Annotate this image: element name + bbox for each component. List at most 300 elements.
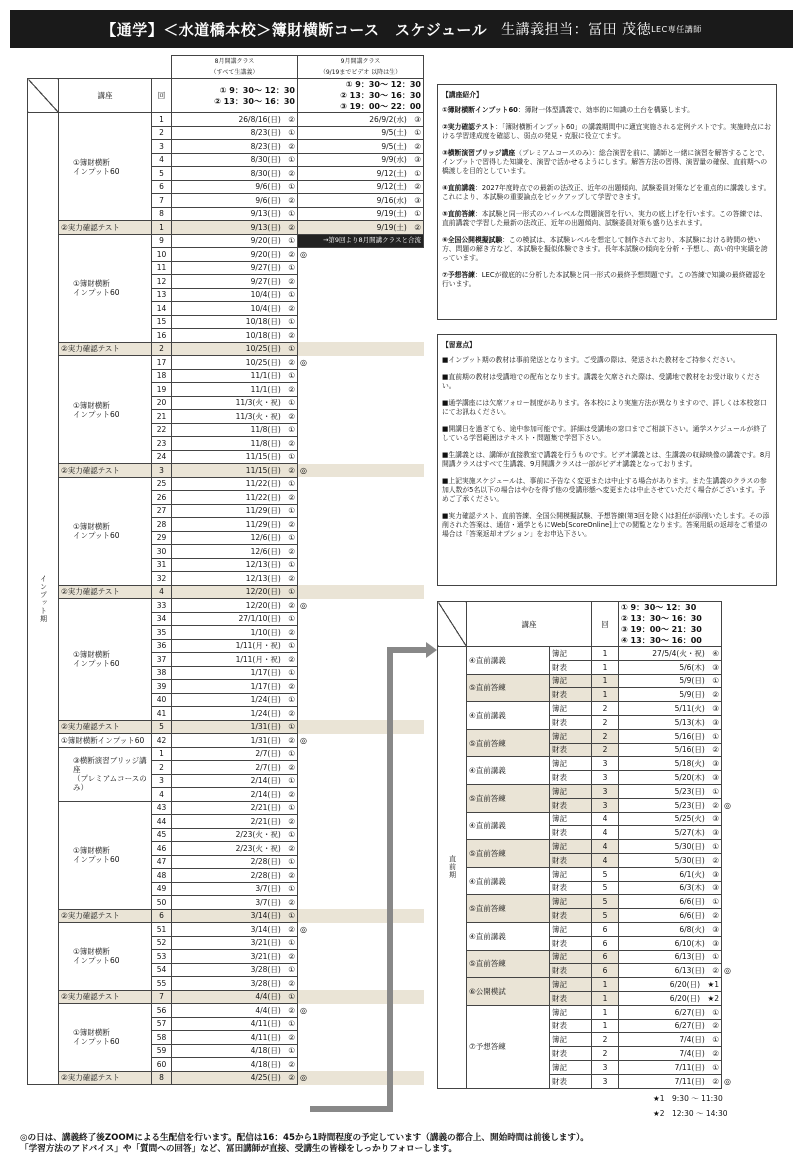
test-row <box>28 221 424 235</box>
subject: 財表 <box>550 936 592 950</box>
stream-mark: ◎ <box>300 357 307 367</box>
stream-mark <box>298 801 424 815</box>
session-number: 33 <box>152 599 172 613</box>
stream-mark <box>298 545 424 559</box>
session-number: 22 <box>152 423 172 437</box>
stream-mark <box>298 963 424 977</box>
final-schedule-row <box>438 674 734 688</box>
stream-mark <box>298 882 424 896</box>
final-date: 5/13(木) ③ <box>619 715 722 729</box>
subject: 財表 <box>550 991 592 1005</box>
arrow-connector-v <box>387 650 393 1112</box>
notes-box <box>437 334 777 586</box>
final-date: 7/4(日) ① <box>619 1033 722 1047</box>
final-course-name: ④直前講義 <box>467 867 550 895</box>
class-a-date: 3/21(日) ① <box>172 936 298 950</box>
class-a-date: 8/30(日) ① <box>172 153 298 167</box>
stream-mark: ◎ <box>300 600 307 610</box>
stream-mark <box>298 410 424 424</box>
class-a-date: 27/1/10(日) ① <box>172 612 298 626</box>
stream-mark: ◎ <box>298 1071 424 1085</box>
final-course-name: ④直前講義 <box>467 757 550 785</box>
stream-mark <box>298 275 424 289</box>
schedule-row <box>28 356 424 370</box>
session-number: 3 <box>152 140 172 154</box>
course-name: ①簿財横断 インプット60 <box>59 356 152 464</box>
stream-mark <box>298 896 424 910</box>
final-date: 5/23(日) ② <box>619 798 722 812</box>
session-number: 4 <box>592 826 619 840</box>
session-number: 36 <box>152 639 172 653</box>
intro-item <box>442 123 772 141</box>
stream-mark: ◎ <box>300 735 307 745</box>
arrow-connector-h1 <box>310 1106 392 1112</box>
class-a-date: 1/11(月・祝) ② <box>172 653 298 667</box>
final-date: 5/9(日) ① <box>619 674 722 688</box>
final-course-name: ④直前講義 <box>467 812 550 840</box>
test-row <box>28 990 424 1004</box>
class-a-header: 8月開講クラス （すべて生講義） <box>172 56 298 79</box>
subject: 簿記 <box>550 812 592 826</box>
final-times: ① 9：30～ 12：30 ② 13：30～ 16：30 ③ 19：00～ 21：30 ④ 13：30～ 16：00 <box>619 602 722 647</box>
class-a-date: 10/4(日) ② <box>172 302 298 316</box>
session-number: 1 <box>592 978 619 992</box>
subject: 財表 <box>550 771 592 785</box>
stream-mark: ◎ <box>298 464 424 478</box>
class-a-date: 9/13(日) ② <box>172 221 298 235</box>
intro-item-head: ⑤直前答練 <box>442 210 475 218</box>
stream-mark <box>722 674 734 688</box>
final-date: 5/23(日) ① <box>619 784 722 798</box>
subject: 簿記 <box>550 978 592 992</box>
final-date: 5/9(日) ② <box>619 688 722 702</box>
class-a-date: 3/28(日) ① <box>172 963 298 977</box>
stream-mark <box>722 1033 734 1047</box>
test-row <box>28 720 424 734</box>
stream-mark <box>722 771 734 785</box>
subject: 簿記 <box>550 1060 592 1074</box>
intro-item-text: ：2027年度時点での最新の法改正、近年の出題傾向、試験委員対策などを重点的に講義します。これにより、本試験の重要論点をピックアップして学習できます。 <box>442 184 771 201</box>
intro-item-head: ⑥全国公開模擬試験 <box>442 236 503 244</box>
stream-mark <box>298 450 424 464</box>
session-number: 58 <box>152 1031 172 1045</box>
final-date: 7/11(日) ② <box>619 1074 722 1088</box>
session-number: 40 <box>152 693 172 707</box>
course-name: ②実力確認テスト <box>59 990 152 1004</box>
note-item: ■開講日を過ぎても、途中参加可能です。詳細は受講地の窓口までご相談下さい。通学スケジュールが終了している学習範囲はテキスト・問題集で学習下さい。 <box>442 425 767 442</box>
page-title: 【通学】＜水道橋本校＞簿財横断コース スケジュール <box>101 20 488 39</box>
class-a-date: 4/4(日) ① <box>172 990 298 1004</box>
final-schedule-row <box>438 757 734 771</box>
class-a-date: 1/31(日) ① <box>172 720 298 734</box>
session-number: 21 <box>152 410 172 424</box>
session-number: 27 <box>152 504 172 518</box>
stream-mark <box>722 647 734 661</box>
subject: 財表 <box>550 853 592 867</box>
test-row <box>28 464 424 478</box>
stream-mark <box>298 558 424 572</box>
session-number: 43 <box>152 801 172 815</box>
stream-mark <box>722 784 734 798</box>
final-date: 6/20(日) ★1 <box>619 978 722 992</box>
class-a-date: 3/14(日) ② <box>172 923 298 937</box>
schedule-row <box>28 477 424 491</box>
stream-mark <box>298 950 424 964</box>
note-item: ■インプット期の教材は事前発送となります。ご受講の際は、発送された教材をご持参ください。 <box>442 356 740 364</box>
footer-line-2: 「学習方法のアドバイス」や「質問への回答」など、冨田講師が直接、受講生の皆様をしっかりフォローします。 <box>20 1144 457 1154</box>
class-b-date: 9/16(水) ③ <box>298 194 424 208</box>
stream-mark <box>298 315 424 329</box>
class-a-date: 10/25(日) ② <box>172 356 298 370</box>
class-a-date: 1/31(日) ② <box>172 734 298 748</box>
session-number: 37 <box>152 653 172 667</box>
class-b-header: 9月開講クラス （9/19までビデオ 以降は生） <box>298 56 424 79</box>
stream-mark <box>298 491 424 505</box>
stream-mark <box>722 660 734 674</box>
course-name: ②実力確認テスト <box>59 221 152 235</box>
subject: 財表 <box>550 826 592 840</box>
schedule-row <box>28 234 424 248</box>
stream-mark <box>298 707 424 721</box>
subject: 簿記 <box>550 895 592 909</box>
note-item: ■実力確認テスト、直前答練、全国公開模擬試験、予想答練(第3回を除く)は担任が添削いたします。その添削された答案は、通信・通学ともにWeb[ScoreOnline]上での閲覧となります。答案用紙の返却をご希望の場合は「答案返却オプション」をお申込下さい。 <box>442 512 770 538</box>
page-title-banner <box>10 10 793 48</box>
intro-item <box>442 236 772 263</box>
session-number: 55 <box>152 977 172 991</box>
final-date: 6/6(日) ① <box>619 895 722 909</box>
session-number: 6 <box>592 950 619 964</box>
final-date: 5/25(火) ③ <box>619 812 722 826</box>
subject: 簿記 <box>550 867 592 881</box>
class-b-date: 9/5(土) ② <box>298 140 424 154</box>
stream-mark: ◎ <box>300 924 307 934</box>
session-number: 15 <box>152 315 172 329</box>
final-schedule-row <box>438 840 734 854</box>
stream-mark <box>722 991 734 1005</box>
test-row <box>28 1071 424 1085</box>
class-a-date: 2/23(火・祝) ② <box>172 842 298 856</box>
star1-note: ★1 9:30 ～ 11:30 <box>653 1094 723 1103</box>
input-schedule-table <box>27 55 424 1085</box>
subject: 簿記 <box>550 674 592 688</box>
class-a-date: 3/14(日) ① <box>172 909 298 923</box>
final-date: 7/11(日) ① <box>619 1060 722 1074</box>
session-number: 11 <box>152 261 172 275</box>
stream-mark <box>298 909 424 923</box>
stream-mark <box>298 990 424 1004</box>
intro-item-head: ②実力確認テスト <box>442 123 496 131</box>
session-number: 9 <box>152 234 172 248</box>
class-a-date: 3/28(日) ② <box>172 977 298 991</box>
session-number: 2 <box>152 342 172 356</box>
session-number: 49 <box>152 882 172 896</box>
teacher-title: LEC専任講師 <box>651 24 702 34</box>
course-name: ①簿財横断 インプット60 <box>59 477 152 585</box>
intro-item-head: ③横断演習ブリッジ講座 <box>442 149 516 157</box>
final-course-name: ⑦予想答練 <box>467 1005 550 1088</box>
final-date: 5/30(日) ② <box>619 853 722 867</box>
session-number: 42 <box>152 734 172 748</box>
subject: 簿記 <box>550 702 592 716</box>
final-date: 5/30(日) ① <box>619 840 722 854</box>
session-number: 3 <box>152 464 172 478</box>
session-number: 5 <box>592 895 619 909</box>
stream-mark <box>722 1019 734 1033</box>
session-number: 41 <box>152 707 172 721</box>
col-no-header: 回 <box>152 79 172 113</box>
course-name: ①簿財横断 インプット60 <box>59 801 152 909</box>
intro-item-text: （プレミアムコースのみ）：総合演習を前に、講師と一緒に演習を解答することで、インプットで習得した知識を、演習で活かせるようにします。解答方法の習得、演習量の確保、直前期への橋渡しを目的としています。 <box>442 149 769 175</box>
class-a-date: 4/18(日) ② <box>172 1058 298 1072</box>
class-a-date: 4/11(日) ① <box>172 1017 298 1031</box>
class-a-date: 2/21(日) ② <box>172 815 298 829</box>
note-item: ■通学講座には欠席フォロー制度があります。各本校により実施方法が異なりますので、詳しくは本校窓口にてお訊ねください。 <box>442 399 767 416</box>
stream-mark <box>298 869 424 883</box>
session-number: 4 <box>592 853 619 867</box>
session-number: 3 <box>592 798 619 812</box>
class-a-times: ① 9：30～ 12：30 ② 13：30～ 16：30 <box>172 79 298 113</box>
class-a-date: 10/18(日) ② <box>172 329 298 343</box>
session-number: 6 <box>152 909 172 923</box>
session-number: 56 <box>152 1004 172 1018</box>
course-intro-box <box>437 84 777 320</box>
session-number: 32 <box>152 572 172 586</box>
intro-item-head: ⑦予想答練 <box>442 271 475 279</box>
class-a-date: 3/7(日) ② <box>172 896 298 910</box>
stream-mark <box>722 812 734 826</box>
class-a-date: 1/24(日) ② <box>172 707 298 721</box>
class-a-date: 2/14(日) ① <box>172 774 298 788</box>
stream-mark <box>298 342 424 356</box>
course-name: ②実力確認テスト <box>59 720 152 734</box>
stream-mark <box>298 747 424 761</box>
note-item: ■生講義とは、講師が直接教室で講義を行うものです。ビデオ講義とは、生講義の収録映像の講義です。8月開講クラスはすべて生講義、9月開講クラスは一部がビデオ講義となっております。 <box>442 451 771 468</box>
session-number: 17 <box>152 356 172 370</box>
final-date: 5/27(木) ③ <box>619 826 722 840</box>
stream-mark <box>722 895 734 909</box>
course-name: ②実力確認テスト <box>59 342 152 356</box>
stream-mark <box>298 1044 424 1058</box>
class-a-date: 9/20(日) ① <box>172 234 298 248</box>
subject: 財表 <box>550 964 592 978</box>
class-a-date: 12/13(日) ② <box>172 572 298 586</box>
class-a-date: 12/13(日) ① <box>172 558 298 572</box>
session-number: 30 <box>152 545 172 559</box>
session-number: 4 <box>152 585 172 599</box>
final-date: 5/18(火) ③ <box>619 757 722 771</box>
class-a-date: 12/20(日) ② <box>172 599 298 613</box>
stream-mark <box>298 626 424 640</box>
session-number: 18 <box>152 369 172 383</box>
stream-mark <box>722 867 734 881</box>
stream-mark <box>722 936 734 950</box>
class-a-date: 2/7(日) ② <box>172 761 298 775</box>
session-number: 2 <box>592 702 619 716</box>
period-label: インプット期 <box>28 113 59 1085</box>
session-number: 1 <box>592 688 619 702</box>
final-date: 6/3(木) ③ <box>619 881 722 895</box>
stream-mark <box>298 383 424 397</box>
schedule-row <box>28 1004 424 1018</box>
stream-mark <box>722 950 734 964</box>
final-date: 5/11(火) ③ <box>619 702 722 716</box>
stream-mark <box>298 977 424 991</box>
session-number: 39 <box>152 680 172 694</box>
class-a-date: 9/13(日) ① <box>172 207 298 221</box>
session-number: 1 <box>592 1019 619 1033</box>
session-number: 57 <box>152 1017 172 1031</box>
class-a-date: 1/24(日) ① <box>172 693 298 707</box>
course-name: ①簿財横断 インプット60 <box>59 1004 152 1072</box>
session-number: 1 <box>592 647 619 661</box>
stream-mark <box>298 477 424 491</box>
final-schedule-row <box>438 812 734 826</box>
subject: 財表 <box>550 688 592 702</box>
stream-mark <box>298 1058 424 1072</box>
session-number: 28 <box>152 518 172 532</box>
class-a-date: 11/3(火・祝) ② <box>172 410 298 424</box>
class-b-date: 9/19(土) ② <box>298 221 424 235</box>
intro-item <box>442 106 772 115</box>
session-number: 12 <box>152 275 172 289</box>
class-a-date: 8/23(日) ① <box>172 126 298 140</box>
stream-mark: ◎ <box>300 1005 307 1015</box>
subject: 簿記 <box>550 647 592 661</box>
subject: 財表 <box>550 881 592 895</box>
final-date: 6/13(日) ② <box>619 964 722 978</box>
session-number: 5 <box>152 720 172 734</box>
class-a-date: 2/7(日) ① <box>172 747 298 761</box>
class-a-date: 12/6(日) ② <box>172 545 298 559</box>
final-schedule-row <box>438 647 734 661</box>
class-a-date: 4/18(日) ① <box>172 1044 298 1058</box>
final-course-name: ④直前講義 <box>467 702 550 730</box>
stream-mark <box>298 423 424 437</box>
intro-item-text: ：LECが徹底的に分析した本試験と同一形式の最終予想問題です。この答練で知識の最終確認を行います。 <box>442 271 766 288</box>
session-number: 23 <box>152 437 172 451</box>
subject: 簿記 <box>550 729 592 743</box>
schedule-row <box>28 599 424 613</box>
stream-mark <box>298 842 424 856</box>
session-number: 52 <box>152 936 172 950</box>
class-a-date: 11/15(日) ① <box>172 450 298 464</box>
intro-item <box>442 210 772 228</box>
class-a-date: 4/25(日) ② <box>172 1071 298 1085</box>
intro-item-text: ：「簿財横断インプット60」の講義期間中に適宜実施される定例テストです。実施時点における学習達成度を確認し、弱点の発見・克服に役立てます。 <box>442 123 771 140</box>
star2-note: ★2 12:30 ～ 14:30 <box>653 1109 728 1118</box>
final-course-name: ⑤直前答練 <box>467 950 550 978</box>
session-number: 4 <box>152 788 172 802</box>
intro-item <box>442 184 772 202</box>
stream-mark <box>298 329 424 343</box>
session-number: 4 <box>592 840 619 854</box>
subject: 財表 <box>550 743 592 757</box>
class-a-date: 11/15(日) ② <box>172 464 298 478</box>
col-course-header-2: 講座 <box>467 602 592 647</box>
stream-mark <box>298 369 424 383</box>
final-course-name: ⑥公開模試 <box>467 978 550 1006</box>
class-a-date: 11/1(日) ① <box>172 369 298 383</box>
stream-mark <box>722 1047 734 1061</box>
class-a-date: 12/20(日) ① <box>172 585 298 599</box>
session-number: 3 <box>592 1074 619 1088</box>
session-number: 54 <box>152 963 172 977</box>
col-course-header: 講座 <box>59 79 152 113</box>
stream-mark <box>298 720 424 734</box>
stream-mark <box>722 743 734 757</box>
final-course-name: ④直前講義 <box>467 647 550 675</box>
final-schedule-row <box>438 867 734 881</box>
subject: 簿記 <box>550 757 592 771</box>
session-number: 50 <box>152 896 172 910</box>
stream-mark <box>722 840 734 854</box>
session-number: 1 <box>592 1005 619 1019</box>
session-number: 1 <box>152 747 172 761</box>
final-course-name: ⑤直前答練 <box>467 895 550 923</box>
subject: 財表 <box>550 798 592 812</box>
intro-item-text: ：この模試は、本試験レベルを想定して制作されており、本試験における時間の使い方、問題の解き方など、本試験を擬似体験できます。長年本試験の傾向を分析・予想し、高い的中実績を誇っています。 <box>442 236 768 262</box>
intro-item-head: ①簿財横断インプット60 <box>442 106 518 114</box>
class-a-date: 12/6(日) ① <box>172 531 298 545</box>
final-date: 5/16(日) ② <box>619 743 722 757</box>
final-date: 7/4(日) ② <box>619 1047 722 1061</box>
stream-mark <box>298 1017 424 1031</box>
session-number: 45 <box>152 828 172 842</box>
session-number: 2 <box>592 715 619 729</box>
session-number: 5 <box>592 881 619 895</box>
stream-mark <box>298 1031 424 1045</box>
final-date: 6/6(日) ② <box>619 909 722 923</box>
class-a-date: 8/23(日) ② <box>172 140 298 154</box>
intro-item <box>442 149 772 176</box>
session-number: 20 <box>152 396 172 410</box>
final-schedule-row <box>438 1005 734 1019</box>
stream-mark <box>722 922 734 936</box>
stream-mark <box>298 693 424 707</box>
class-a-date: 11/8(日) ① <box>172 423 298 437</box>
subject: 簿記 <box>550 922 592 936</box>
stream-mark <box>722 702 734 716</box>
final-date: 6/27(日) ① <box>619 1005 722 1019</box>
final-schedule-row <box>438 950 734 964</box>
final-course-name: ⑤直前答練 <box>467 729 550 757</box>
stream-mark <box>298 680 424 694</box>
course-name: ①簿財横断インプット60 <box>59 734 152 748</box>
final-course-name: ⑤直前答練 <box>467 674 550 702</box>
class-a-date: 11/3(火・祝) ① <box>172 396 298 410</box>
subject: 簿記 <box>550 840 592 854</box>
subject: 簿記 <box>550 1005 592 1019</box>
stream-mark <box>298 815 424 829</box>
stream-mark <box>298 828 424 842</box>
session-number: 8 <box>152 1071 172 1085</box>
session-number: 3 <box>592 784 619 798</box>
class-a-date: 11/1(日) ② <box>172 383 298 397</box>
session-number: 53 <box>152 950 172 964</box>
corner-diagonal <box>28 79 59 113</box>
class-a-date: 11/22(日) ② <box>172 491 298 505</box>
session-number: 46 <box>152 842 172 856</box>
footer-note <box>20 1133 589 1155</box>
session-number: 3 <box>592 757 619 771</box>
class-a-date: 2/21(日) ① <box>172 801 298 815</box>
schedule-row <box>28 734 424 748</box>
class-b-date: 9/9(水) ③ <box>298 153 424 167</box>
class-a-date: 26/8/16(日) ② <box>172 113 298 127</box>
class-a-date: 3/7(日) ① <box>172 882 298 896</box>
stream-mark <box>722 1005 734 1019</box>
class-a-date: 11/22(日) ① <box>172 477 298 491</box>
